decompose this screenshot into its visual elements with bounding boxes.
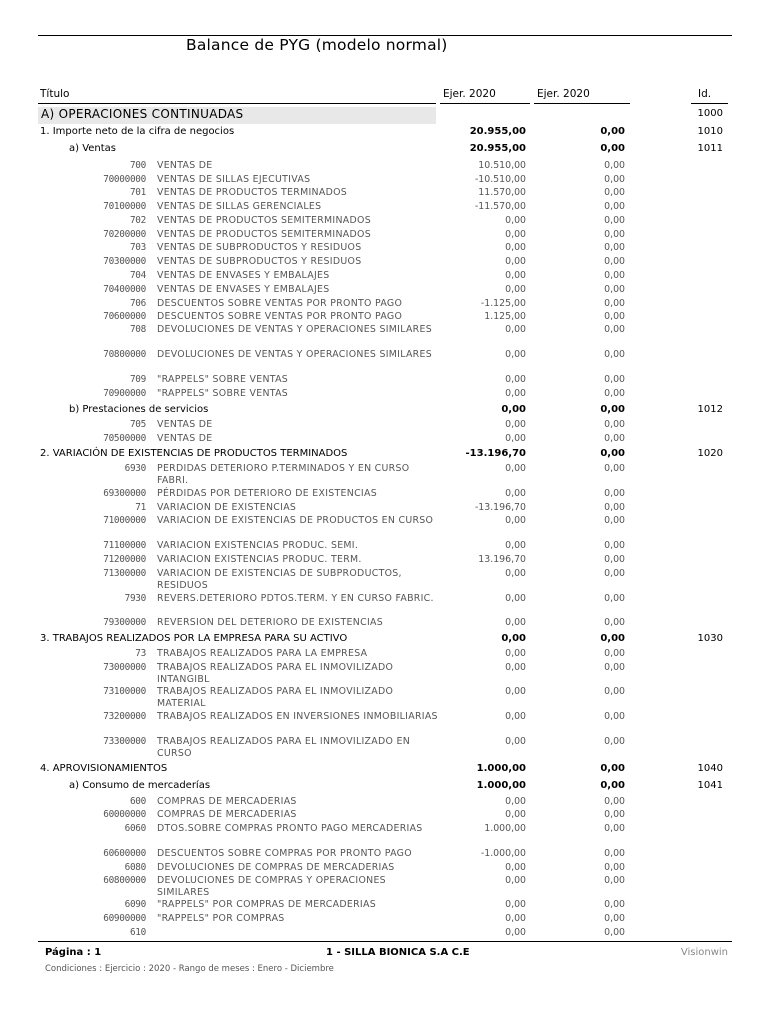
account-description: DTOS.SOBRE COMPRAS PRONTO PAGO MERCADERIAS: [157, 823, 423, 834]
account-amount-previous: 0,00: [604, 502, 625, 513]
account-code: 71200000: [103, 554, 146, 565]
account-amount-current: 0,00: [505, 927, 526, 938]
account-amount-previous: 0,00: [604, 270, 625, 281]
row-id: 1012: [697, 404, 723, 415]
account-code: 60600000: [103, 848, 146, 859]
account-amount-previous: 0,00: [604, 215, 625, 226]
account-amount-current: 0,00: [505, 593, 526, 604]
account-description: VENTAS DE: [157, 419, 213, 430]
account-amount-current: 0,00: [505, 515, 526, 526]
account-amount-previous: 0,00: [604, 875, 625, 886]
row-id: 1011: [697, 143, 723, 154]
account-amount-previous: 0,00: [604, 374, 625, 385]
account-description: DEVOLUCIONES DE VENTAS Y OPERACIONES SIMILARES: [157, 349, 432, 360]
account-amount-previous: 0,00: [604, 433, 625, 444]
account-amount-previous: 0,00: [604, 488, 625, 499]
row-id: 1010: [697, 126, 723, 137]
account-code: 706: [129, 298, 146, 309]
account-amount-previous: 0,00: [604, 174, 625, 185]
account-amount-previous: 0,00: [604, 648, 625, 659]
account-description: VENTAS DE: [157, 160, 213, 171]
account-amount-previous: 0,00: [604, 711, 625, 722]
account-description: "RAPPELS" SOBRE VENTAS: [157, 374, 289, 385]
account-amount-previous: 0,00: [604, 913, 625, 924]
account-amount-current: 1.125,00: [484, 311, 526, 322]
account-amount-previous: 0,00: [604, 160, 625, 171]
account-description: VENTAS DE PRODUCTOS SEMITERMINADOS: [157, 229, 371, 240]
brand-label: Visionwin: [680, 947, 728, 958]
account-description: VENTAS DE PRODUCTOS SEMITERMINADOS: [157, 215, 371, 226]
account-description: VENTAS DE: [157, 433, 213, 444]
amount-previous: 0,00: [600, 763, 625, 774]
header-rule-titulo: [38, 103, 436, 104]
account-code: 701: [129, 187, 146, 198]
account-amount-previous: 0,00: [604, 201, 625, 212]
account-description: TRABAJOS REALIZADOS EN INVERSIONES INMOBILIARIAS: [157, 711, 438, 722]
amount-current: 20.955,00: [469, 126, 526, 137]
sub-item-title: a) Ventas: [69, 143, 117, 154]
account-amount-current: 0,00: [505, 736, 526, 747]
account-amount-current: 10.510,00: [478, 160, 526, 171]
account-amount-previous: 0,00: [604, 419, 625, 430]
account-amount-previous: 0,00: [604, 899, 625, 910]
amount-previous: 0,00: [600, 780, 625, 791]
account-amount-current: 0,00: [505, 463, 526, 474]
account-amount-previous: 0,00: [604, 311, 625, 322]
account-description: REVERS.DETERIORO PDTOS.TERM. Y EN CURSO FABRIC.: [157, 593, 434, 604]
page-number: Página : 1: [45, 947, 102, 958]
account-amount-current: 0,00: [505, 796, 526, 807]
account-amount-current: -13.196,70: [474, 502, 526, 513]
account-amount-current: 0,00: [505, 215, 526, 226]
account-description: VARIACION DE EXISTENCIAS DE PRODUCTOS EN CURSO: [157, 515, 434, 526]
account-amount-current: 0,00: [505, 662, 526, 673]
column-header-titulo: Título: [40, 88, 70, 100]
account-code: 70300000: [103, 256, 146, 267]
account-amount-current: 0,00: [505, 242, 526, 253]
account-description: DESCUENTOS SOBRE COMPRAS POR PRONTO PAGO: [157, 848, 412, 859]
account-code: 610: [129, 927, 146, 938]
account-amount-current: 0,00: [505, 711, 526, 722]
line-item-title: 3. TRABAJOS REALIZADOS POR LA EMPRESA PARA SU ACTIVO: [40, 633, 348, 644]
account-description: DEVOLUCIONES DE COMPRAS DE MERCADERIAS: [157, 862, 395, 873]
account-description: TRABAJOS REALIZADOS PARA EL INMOVILIZADO MATERIAL: [157, 686, 394, 709]
account-code: 702: [129, 215, 146, 226]
amount-previous: 0,00: [600, 448, 625, 459]
column-header-ejer-2: Ejer. 2020: [537, 88, 590, 100]
account-amount-current: 0,00: [505, 617, 526, 628]
sub-item-title: a) Consumo de mercaderías: [69, 780, 211, 791]
account-amount-current: 0,00: [505, 568, 526, 579]
account-description: TRABAJOS REALIZADOS PARA LA EMPRESA: [157, 648, 368, 659]
account-amount-current: 0,00: [505, 875, 526, 886]
account-code: 71100000: [103, 540, 146, 551]
account-description: COMPRAS DE MERCADERIAS: [157, 809, 297, 820]
account-amount-previous: 0,00: [604, 568, 625, 579]
account-code: 60900000: [103, 913, 146, 924]
report-conditions: Condiciones : Ejercicio : 2020 - Rango de meses : Enero - Diciembre: [45, 964, 334, 974]
account-amount-current: 0,00: [505, 686, 526, 697]
account-amount-current: 0,00: [505, 433, 526, 444]
account-description: DEVOLUCIONES DE VENTAS Y OPERACIONES SIMILARES: [157, 324, 432, 335]
account-code: 6090: [124, 899, 146, 910]
account-amount-current: 1.000,00: [484, 823, 526, 834]
account-code: 703: [129, 242, 146, 253]
account-amount-current: 0,00: [505, 324, 526, 335]
amount-previous: 0,00: [600, 143, 625, 154]
account-code: 73: [135, 648, 146, 659]
account-amount-previous: 0,00: [604, 554, 625, 565]
account-description: VENTAS DE SUBPRODUCTOS Y RESIDUOS: [157, 256, 362, 267]
account-amount-previous: 0,00: [604, 187, 625, 198]
amount-current: 0,00: [501, 404, 526, 415]
account-amount-previous: 0,00: [604, 862, 625, 873]
account-amount-previous: 0,00: [604, 927, 625, 938]
account-code: 6060: [124, 823, 146, 834]
account-amount-previous: 0,00: [604, 324, 625, 335]
column-header-ejer-1: Ejer. 2020: [443, 88, 496, 100]
account-code: 700: [129, 160, 146, 171]
account-amount-previous: 0,00: [604, 736, 625, 747]
amount-current: 0,00: [501, 633, 526, 644]
amount-current: 1.000,00: [476, 763, 526, 774]
account-code: 60800000: [103, 875, 146, 886]
account-amount-current: 0,00: [505, 388, 526, 399]
account-code: 70900000: [103, 388, 146, 399]
account-amount-previous: 0,00: [604, 848, 625, 859]
line-item-title: 4. APROVISIONAMIENTOS: [40, 763, 168, 774]
account-description: DESCUENTOS SOBRE VENTAS POR PRONTO PAGO: [157, 298, 403, 309]
account-description: TRABAJOS REALIZADOS PARA EL INMOVILIZADO INTANGIBL: [157, 662, 394, 685]
account-amount-previous: 0,00: [604, 593, 625, 604]
account-amount-current: 0,00: [505, 349, 526, 360]
row-id: 1040: [697, 763, 723, 774]
account-amount-current: -11.570,00: [474, 201, 526, 212]
footer-rule: [38, 941, 732, 942]
account-amount-current: 0,00: [505, 284, 526, 295]
account-amount-previous: 0,00: [604, 823, 625, 834]
account-amount-previous: 0,00: [604, 809, 625, 820]
company-name: 1 - SILLA BIONICA S.A C.E: [326, 947, 470, 958]
account-amount-current: 0,00: [505, 374, 526, 385]
account-code: 705: [129, 419, 146, 430]
account-code: 71000000: [103, 515, 146, 526]
account-description: PÉRDIDAS POR DETERIORO DE EXISTENCIAS: [157, 488, 377, 499]
account-amount-previous: 0,00: [604, 463, 625, 474]
account-code: 708: [129, 324, 146, 335]
account-code: 71300000: [103, 568, 146, 579]
account-description: VENTAS DE ENVASES Y EMBALAJES: [157, 284, 330, 295]
line-item-title: 1. Importe neto de la cifra de negocios: [40, 126, 235, 137]
account-description: REVERSION DEL DETERIORO DE EXISTENCIAS: [157, 617, 383, 628]
account-description: VARIACION EXISTENCIAS PRODUC. SEMI.: [157, 540, 359, 551]
account-amount-previous: 0,00: [604, 796, 625, 807]
header-rule-ejer-1: [440, 103, 530, 104]
row-id: 1020: [697, 448, 723, 459]
account-code: 79300000: [103, 617, 146, 628]
account-code: 73000000: [103, 662, 146, 673]
sub-item-title: b) Prestaciones de servicios: [69, 404, 209, 415]
amount-current: 1.000,00: [476, 780, 526, 791]
account-amount-current: 0,00: [505, 913, 526, 924]
account-description: VENTAS DE SILLAS GERENCIALES: [157, 201, 322, 212]
account-description: TRABAJOS REALIZADOS PARA EL INMOVILIZADO EN CURSO: [157, 736, 411, 759]
account-description: "RAPPELS" POR COMPRAS DE MERCADERIAS: [157, 899, 376, 910]
row-id: 1030: [697, 633, 723, 644]
account-code: 71: [135, 502, 146, 513]
account-amount-current: -1.000,00: [480, 848, 526, 859]
account-code: 6080: [124, 862, 146, 873]
account-description: DESCUENTOS SOBRE VENTAS POR PRONTO PAGO: [157, 311, 403, 322]
account-code: 704: [129, 270, 146, 281]
header-rule-ejer-2: [534, 103, 630, 104]
account-amount-previous: 0,00: [604, 540, 625, 551]
account-code: 73100000: [103, 686, 146, 697]
account-description: VENTAS DE SUBPRODUCTOS Y RESIDUOS: [157, 242, 362, 253]
account-code: 709: [129, 374, 146, 385]
account-description: PERDIDAS DETERIORO P.TERMINADOS Y EN CURSO FABRI.: [157, 463, 410, 486]
account-code: 73300000: [103, 736, 146, 747]
row-id: 1041: [697, 780, 723, 791]
account-code: 70200000: [103, 229, 146, 240]
account-description: VARIACION DE EXISTENCIAS DE SUBPRODUCTOS, RESIDUOS: [157, 568, 402, 591]
account-amount-current: -1.125,00: [480, 298, 526, 309]
account-amount-previous: 0,00: [604, 229, 625, 240]
account-code: 7930: [124, 593, 146, 604]
amount-previous: 0,00: [600, 404, 625, 415]
amount-current: 20.955,00: [469, 143, 526, 154]
account-description: VARIACION EXISTENCIAS PRODUC. TERM.: [157, 554, 362, 565]
account-description: "RAPPELS" SOBRE VENTAS: [157, 388, 289, 399]
account-description: COMPRAS DE MERCADERIAS: [157, 796, 297, 807]
account-code: 70500000: [103, 433, 146, 444]
account-amount-current: 0,00: [505, 809, 526, 820]
column-header-id: Id.: [698, 88, 712, 100]
account-code: 69300000: [103, 488, 146, 499]
row-id: 1000: [697, 108, 723, 119]
account-amount-previous: 0,00: [604, 242, 625, 253]
account-description: VENTAS DE SILLAS EJECUTIVAS: [157, 174, 311, 185]
account-amount-current: 0,00: [505, 540, 526, 551]
account-description: VENTAS DE ENVASES Y EMBALAJES: [157, 270, 330, 281]
account-code: 70800000: [103, 349, 146, 360]
account-amount-current: 13.196,70: [478, 554, 526, 565]
account-amount-previous: 0,00: [604, 256, 625, 267]
amount-previous: 0,00: [600, 633, 625, 644]
account-amount-current: 0,00: [505, 862, 526, 873]
amount-current: -13.196,70: [465, 448, 526, 459]
account-code: 600: [129, 796, 146, 807]
account-code: 70600000: [103, 311, 146, 322]
report-title: Balance de PYG (modelo normal): [186, 36, 448, 54]
account-amount-current: 0,00: [505, 229, 526, 240]
account-amount-previous: 0,00: [604, 515, 625, 526]
account-amount-current: -10.510,00: [474, 174, 526, 185]
account-amount-previous: 0,00: [604, 617, 625, 628]
account-code: 70400000: [103, 284, 146, 295]
account-amount-current: 0,00: [505, 648, 526, 659]
account-amount-previous: 0,00: [604, 686, 625, 697]
section-title: A) OPERACIONES CONTINUADAS: [41, 107, 244, 121]
account-description: VENTAS DE PRODUCTOS TERMINADOS: [157, 187, 348, 198]
account-amount-previous: 0,00: [604, 298, 625, 309]
line-item-title: 2. VARIACIÓN DE EXISTENCIAS DE PRODUCTOS TERMINADOS: [40, 448, 348, 459]
account-code: 73200000: [103, 711, 146, 722]
account-amount-current: 0,00: [505, 270, 526, 281]
amount-previous: 0,00: [600, 126, 625, 137]
account-code: 70100000: [103, 201, 146, 212]
account-amount-current: 11.570,00: [478, 187, 526, 198]
account-code: 6930: [124, 463, 146, 474]
account-code: 60000000: [103, 809, 146, 820]
account-amount-current: 0,00: [505, 419, 526, 430]
account-description: VARIACION DE EXISTENCIAS: [157, 502, 297, 513]
account-description: "RAPPELS" POR COMPRAS: [157, 913, 285, 924]
account-description: DEVOLUCIONES DE COMPRAS Y OPERACIONES SIMILARES: [157, 875, 386, 898]
header-rule-id: [691, 103, 728, 104]
account-amount-previous: 0,00: [604, 349, 625, 360]
account-amount-previous: 0,00: [604, 284, 625, 295]
account-code: 70000000: [103, 174, 146, 185]
account-amount-previous: 0,00: [604, 388, 625, 399]
account-amount-current: 0,00: [505, 899, 526, 910]
account-amount-current: 0,00: [505, 256, 526, 267]
account-amount-previous: 0,00: [604, 662, 625, 673]
account-amount-current: 0,00: [505, 488, 526, 499]
